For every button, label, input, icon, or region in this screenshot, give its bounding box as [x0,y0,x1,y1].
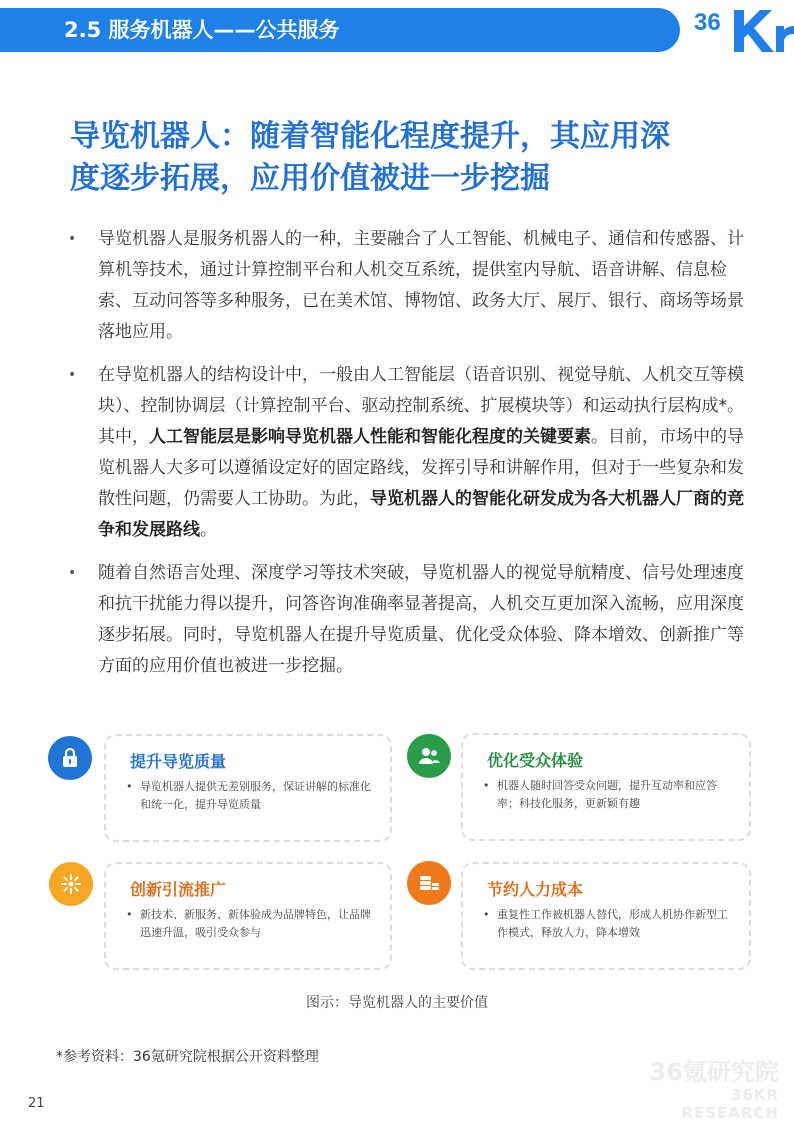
bullet-dot: • [68,231,77,247]
card-text [483,906,733,942]
bullet-dot: • [126,908,133,921]
card-title: 创新引流推广 [130,880,227,899]
bullet-item-2 [66,360,746,546]
watermark [634,1058,779,1122]
36kr-logo [690,0,794,54]
bullet-text-part: 。目前，市场中的导览机器人大多可以遵循设定好的固定路线，发挥引导和讲解作用，但对于一些复杂和发散性问题，仍需要人工协助。为此， [98,427,744,509]
value-card-experience [461,733,751,841]
bullet-bold-emphasis: 导览机器人的智能化研发成为各大机器人厂商的竞争和发展路线 [98,489,744,540]
card-text-body: 新技术、新服务、新体验成为品牌特色，让品牌迅速升温，吸引受众参与 [140,908,371,939]
bullet-dot: • [483,779,490,792]
spark-icon [49,862,93,906]
bullet-text: 随着自然语言处理、深度学习等技术突破，导览机器人的视觉导航精度、信号处理速度和抗干扰能力得以提升，问答咨询准确率显著提高，人机交互更加深入流畅，应用深度逐步拓展。同时，导览机器人在提升导览质量、优化受众体验、降本增效、创新推广等方面的应用价值也被进一步挖掘。 [98,563,744,676]
page-number: 21 [28,1096,45,1111]
figure-caption: 图示：导览机器人的主要价值 [306,995,488,1011]
headline-line-2: 度逐步拓展，应用价值被进一步挖掘 [70,161,550,196]
bullet-text-part: 。 [200,520,217,540]
card-text-body: 导览机器人提供无差别服务，保证讲解的标准化和统一化，提升导览质量 [140,780,371,811]
card-title: 节约人力成本 [487,880,584,899]
watermark-cn: 36氪研究院 [649,1058,779,1086]
page-headline [70,116,740,200]
bullet-item-3 [66,558,746,682]
card-text [126,778,376,814]
bullet-dot: • [483,908,490,921]
bullet-bold-emphasis: 人工智能层是影响导览机器人性能和智能化程度的关键要素 [149,427,591,447]
header-bar [0,0,794,54]
card-text [126,906,376,942]
card-text [483,777,733,813]
section-title: 2.5 服务机器人——公共服务 [64,18,340,42]
users-icon [407,734,451,778]
card-title: 提升导览质量 [130,752,227,771]
svg-text:36: 36 [694,9,721,36]
coins-icon [407,861,451,905]
watermark-en: 36KR RESEARCH [681,1086,779,1122]
card-text-body: 重复性工作被机器人替代，形成人机协作新型工作模式，释放人力，降本增效 [497,908,728,939]
bullet-list [66,224,746,694]
bullet-item-1 [66,224,746,348]
card-title: 优化受众体验 [487,751,584,770]
source-note: *参考资料：36氪研究院根据公开资料整理 [56,1049,319,1065]
headline-line-1: 导览机器人：随着智能化程度提升，其应用深 [70,119,670,154]
card-text-body: 机器人随时回答受众问题，提升互动率和应答率；科技化服务，更新颖有趣 [497,779,717,810]
bullet-dot: • [68,565,77,581]
lock-icon [48,736,92,780]
value-card-quality [104,734,392,842]
bullet-text: 导览机器人是服务机器人的一种，主要融合了人工智能、机械电子、通信和传感器、计算机等技术，通过计算控制平台和人机交互系统，提供室内导航、语音讲解、信息检索、互动问答等多种服务，已在美术馆、博物馆、政务大厅、展厅、银行、商场等场景落地应用。 [98,229,744,342]
bullet-text-part: 在导览机器人的结构设计中，一般由人工智能层（语音识别、视觉导航、人机交互等模块）、控制协调层（计算控制平台、驱动控制系统、扩展模块等）和运动执行层构成*。其中， [98,365,744,447]
bullet-dot: • [68,367,77,383]
value-card-promotion [104,862,392,970]
bullet-dot: • [126,780,133,793]
value-card-cost [461,862,751,970]
